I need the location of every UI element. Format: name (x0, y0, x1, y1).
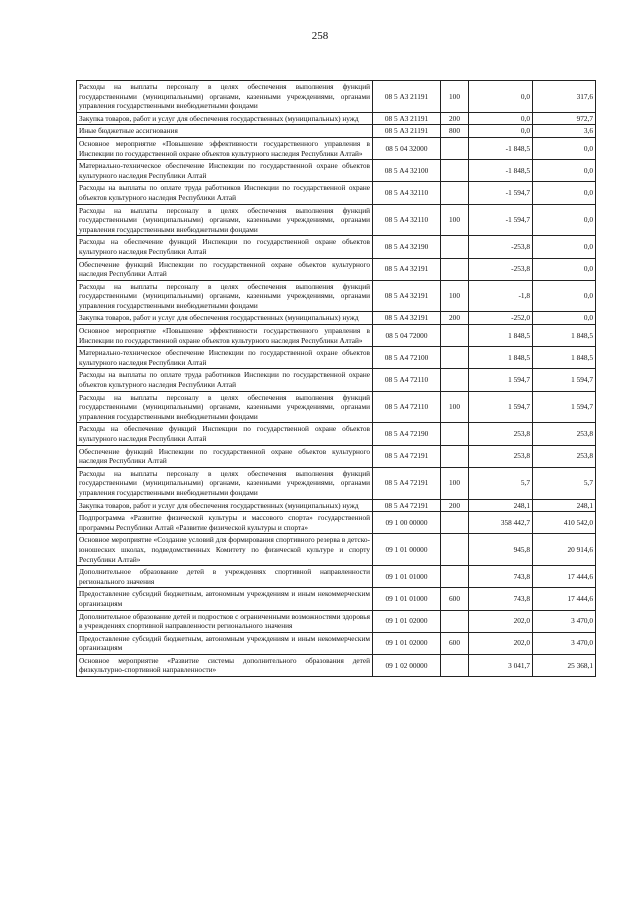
page-number: 258 (311, 30, 329, 42)
row-amount-2-cell: 0,0 (533, 236, 596, 258)
row-code-cell: 09 1 01 01000 (373, 588, 441, 610)
row-name-cell: Расходы на выплаты по оплате труда работников Инспекции по государственной охране объектов культурного наследия Республики Алтай (77, 182, 373, 204)
row-expense-type-cell: 200 (441, 112, 469, 125)
row-code-cell: 08 5 А4 32191 (373, 258, 441, 280)
row-amount-1-cell: -252,0 (469, 312, 533, 325)
row-code-cell: 08 5 А4 72191 (373, 499, 441, 512)
row-expense-type-cell (441, 369, 469, 391)
row-expense-type-cell (441, 654, 469, 676)
row-code-cell: 08 5 04 32000 (373, 137, 441, 159)
table-row (77, 236, 596, 258)
row-expense-type-cell (441, 160, 469, 182)
row-amount-1-cell: 743,8 (469, 566, 533, 588)
row-amount-1-cell: 0,0 (469, 125, 533, 138)
row-name-cell: Основное мероприятие «Создание условий для формирования спортивного резерва в детско-юношеских школах, подведомственных Комитету по физической культуре и спорту Республики Алтай» (77, 534, 373, 566)
row-code-cell: 09 1 01 00000 (373, 534, 441, 566)
row-code-cell: 08 5 04 72000 (373, 325, 441, 347)
row-code-cell: 09 1 01 01000 (373, 566, 441, 588)
row-name-cell: Подпрограмма «Развитие физической культуры и массового спорта» государственной программы Республики Алтай «Развитие физической культуры и спорта» (77, 512, 373, 534)
row-code-cell: 09 1 01 02000 (373, 632, 441, 654)
row-amount-2-cell: 0,0 (533, 182, 596, 204)
row-amount-1-cell: -1 848,5 (469, 160, 533, 182)
table-row (77, 280, 596, 312)
table-row (77, 160, 596, 182)
budget-table (76, 80, 596, 677)
row-amount-2-cell: 3,6 (533, 125, 596, 138)
row-amount-2-cell: 972,7 (533, 112, 596, 125)
row-expense-type-cell (441, 423, 469, 445)
row-amount-1-cell: 1 594,7 (469, 369, 533, 391)
row-name-cell: Расходы на выплаты персоналу в целях обеспечения выполнения функций государственными (муниципальными) органами, казенными учреждениями, органами управления государственными внебюджетными фондами (77, 81, 373, 113)
row-name-cell: Расходы на выплаты по оплате труда работников Инспекции по государственной охране объектов культурного наследия Республики Алтай (77, 369, 373, 391)
row-name-cell: Обеспечение функций Инспекции по государственной охране объектов культурного наследия Республики Алтай (77, 445, 373, 467)
row-amount-2-cell: 25 368,1 (533, 654, 596, 676)
table-row (77, 347, 596, 369)
row-amount-2-cell: 20 914,6 (533, 534, 596, 566)
table-row (77, 423, 596, 445)
budget-table-body (77, 81, 596, 677)
table-row (77, 137, 596, 159)
row-name-cell: Расходы на обеспечение функций Инспекции по государственной охране объектов культурного наследия Республики Алтай (77, 236, 373, 258)
row-amount-1-cell: 5,7 (469, 467, 533, 499)
row-amount-2-cell: 1 594,7 (533, 369, 596, 391)
row-expense-type-cell: 100 (441, 391, 469, 423)
row-name-cell: Материально-техническое обеспечение Инспекции по государственной охране объектов культурного наследия Республики Алтай (77, 347, 373, 369)
row-name-cell: Закупка товаров, работ и услуг для обеспечения государственных (муниципальных) нужд (77, 312, 373, 325)
row-expense-type-cell: 600 (441, 632, 469, 654)
row-code-cell: 08 5 А4 32190 (373, 236, 441, 258)
row-name-cell: Расходы на выплаты персоналу в целях обеспечения выполнения функций государственными (муниципальными) органами, казенными учреждениями, органами управления государственными внебюджетными фондами (77, 467, 373, 499)
row-code-cell: 08 5 А4 32110 (373, 182, 441, 204)
row-code-cell: 08 5 А4 72100 (373, 347, 441, 369)
row-amount-1-cell: 253,8 (469, 445, 533, 467)
row-name-cell: Дополнительное образование детей и подростков с ограниченными возможностями здоровья в учреждениях спортивной направленности регионального значения (77, 610, 373, 632)
row-amount-1-cell: -1 848,5 (469, 137, 533, 159)
row-expense-type-cell (441, 325, 469, 347)
row-code-cell: 08 5 А3 21191 (373, 81, 441, 113)
row-name-cell: Дополнительное образование детей в учреждениях спортивной направленности регионального значения (77, 566, 373, 588)
row-amount-1-cell: 743,8 (469, 588, 533, 610)
row-name-cell: Материально-техническое обеспечение Инспекции по государственной охране объектов культурного наследия Республики Алтай (77, 160, 373, 182)
table-row (77, 566, 596, 588)
row-code-cell: 08 5 А4 32110 (373, 204, 441, 236)
table-row (77, 445, 596, 467)
row-amount-2-cell: 0,0 (533, 280, 596, 312)
table-row (77, 588, 596, 610)
row-code-cell: 09 1 02 00000 (373, 654, 441, 676)
table-row (77, 112, 596, 125)
row-amount-1-cell: 253,8 (469, 423, 533, 445)
row-expense-type-cell: 100 (441, 81, 469, 113)
row-expense-type-cell (441, 566, 469, 588)
row-amount-2-cell: 253,8 (533, 445, 596, 467)
table-row (77, 467, 596, 499)
row-amount-2-cell: 3 470,0 (533, 610, 596, 632)
row-code-cell: 08 5 А4 32100 (373, 160, 441, 182)
row-amount-2-cell: 1 848,5 (533, 325, 596, 347)
row-amount-1-cell: 202,0 (469, 610, 533, 632)
row-code-cell: 08 5 А4 72110 (373, 391, 441, 423)
row-name-cell: Закупка товаров, работ и услуг для обеспечения государственных (муниципальных) нужд (77, 112, 373, 125)
row-code-cell: 08 5 А4 72191 (373, 445, 441, 467)
row-amount-2-cell: 248,1 (533, 499, 596, 512)
row-amount-2-cell: 253,8 (533, 423, 596, 445)
row-expense-type-cell (441, 258, 469, 280)
row-amount-2-cell: 0,0 (533, 160, 596, 182)
row-name-cell: Расходы на выплаты персоналу в целях обеспечения выполнения функций государственными (муниципальными) органами, казенными учреждениями, органами управления государственными внебюджетными фондами (77, 391, 373, 423)
row-code-cell: 09 1 00 00000 (373, 512, 441, 534)
row-amount-1-cell: 1 594,7 (469, 391, 533, 423)
row-amount-2-cell: 0,0 (533, 137, 596, 159)
row-name-cell: Основное мероприятие «Повышение эффективности государственного управления в Инспекции по государственной охране объектов культурного наследия Республики Алтай» (77, 325, 373, 347)
row-code-cell: 08 5 А3 21191 (373, 125, 441, 138)
row-expense-type-cell: 100 (441, 204, 469, 236)
row-code-cell: 08 5 А4 72190 (373, 423, 441, 445)
row-amount-2-cell: 5,7 (533, 467, 596, 499)
row-amount-1-cell: 0,0 (469, 112, 533, 125)
row-code-cell: 08 5 А3 21191 (373, 112, 441, 125)
row-name-cell: Расходы на выплаты персоналу в целях обеспечения выполнения функций государственными (муниципальными) органами, казенными учреждениями, органами управления государственными внебюджетными фондами (77, 280, 373, 312)
row-amount-1-cell: 3 041,7 (469, 654, 533, 676)
table-row (77, 125, 596, 138)
row-expense-type-cell (441, 182, 469, 204)
row-name-cell: Обеспечение функций Инспекции по государственной охране объектов культурного наследия Республики Алтай (77, 258, 373, 280)
row-amount-2-cell: 3 470,0 (533, 632, 596, 654)
table-row (77, 81, 596, 113)
table-row (77, 182, 596, 204)
row-expense-type-cell (441, 347, 469, 369)
row-expense-type-cell (441, 534, 469, 566)
table-row (77, 654, 596, 676)
row-expense-type-cell: 200 (441, 312, 469, 325)
table-row (77, 610, 596, 632)
row-amount-1-cell: -1 594,7 (469, 182, 533, 204)
table-row (77, 512, 596, 534)
row-amount-2-cell: 1 848,5 (533, 347, 596, 369)
row-amount-1-cell: -1,8 (469, 280, 533, 312)
row-amount-1-cell: -253,8 (469, 258, 533, 280)
table-row (77, 499, 596, 512)
table-row (77, 369, 596, 391)
row-amount-2-cell: 0,0 (533, 204, 596, 236)
table-row (77, 258, 596, 280)
table-row (77, 312, 596, 325)
row-amount-2-cell: 17 444,6 (533, 588, 596, 610)
table-row (77, 534, 596, 566)
row-name-cell: Основное мероприятие «Повышение эффективности государственного управления в Инспекции по государственной охране объектов культурного наследия Республики Алтай» (77, 137, 373, 159)
table-row (77, 204, 596, 236)
row-amount-1-cell: 1 848,5 (469, 347, 533, 369)
row-expense-type-cell (441, 445, 469, 467)
row-amount-1-cell: 248,1 (469, 499, 533, 512)
row-expense-type-cell: 200 (441, 499, 469, 512)
row-name-cell: Иные бюджетные ассигнования (77, 125, 373, 138)
row-amount-1-cell: 1 848,5 (469, 325, 533, 347)
row-amount-2-cell: 17 444,6 (533, 566, 596, 588)
row-expense-type-cell: 600 (441, 588, 469, 610)
row-amount-1-cell: 202,0 (469, 632, 533, 654)
row-name-cell: Предоставление субсидий бюджетным, автономным учреждениям и иным некоммерческим организациям (77, 632, 373, 654)
row-name-cell: Предоставление субсидий бюджетным, автономным учреждениям и иным некоммерческим организациям (77, 588, 373, 610)
row-expense-type-cell: 100 (441, 467, 469, 499)
table-row (77, 632, 596, 654)
row-expense-type-cell (441, 137, 469, 159)
row-name-cell: Расходы на выплаты персоналу в целях обеспечения выполнения функций государственными (муниципальными) органами, казенными учреждениями, органами управления государственными внебюджетными фондами (77, 204, 373, 236)
row-amount-2-cell: 0,0 (533, 312, 596, 325)
row-amount-1-cell: -1 594,7 (469, 204, 533, 236)
row-amount-1-cell: 358 442,7 (469, 512, 533, 534)
row-code-cell: 08 5 А4 32191 (373, 312, 441, 325)
row-amount-2-cell: 1 594,7 (533, 391, 596, 423)
row-amount-1-cell: -253,8 (469, 236, 533, 258)
row-name-cell: Основное мероприятие «Развитие системы дополнительного образования детей физкультурно-спортивной направленности» (77, 654, 373, 676)
row-code-cell: 08 5 А4 72110 (373, 369, 441, 391)
row-expense-type-cell: 800 (441, 125, 469, 138)
row-expense-type-cell: 100 (441, 280, 469, 312)
row-amount-1-cell: 945,8 (469, 534, 533, 566)
row-code-cell: 08 5 А4 72191 (373, 467, 441, 499)
row-name-cell: Закупка товаров, работ и услуг для обеспечения государственных (муниципальных) нужд (77, 499, 373, 512)
row-amount-2-cell: 317,6 (533, 81, 596, 113)
table-row (77, 391, 596, 423)
row-code-cell: 08 5 А4 32191 (373, 280, 441, 312)
row-amount-1-cell: 0,0 (469, 81, 533, 113)
row-expense-type-cell (441, 236, 469, 258)
row-expense-type-cell (441, 610, 469, 632)
row-amount-2-cell: 0,0 (533, 258, 596, 280)
row-code-cell: 09 1 01 02000 (373, 610, 441, 632)
row-name-cell: Расходы на обеспечение функций Инспекции по государственной охране объектов культурного наследия Республики Алтай (77, 423, 373, 445)
row-amount-2-cell: 410 542,0 (533, 512, 596, 534)
table-row (77, 325, 596, 347)
row-expense-type-cell (441, 512, 469, 534)
